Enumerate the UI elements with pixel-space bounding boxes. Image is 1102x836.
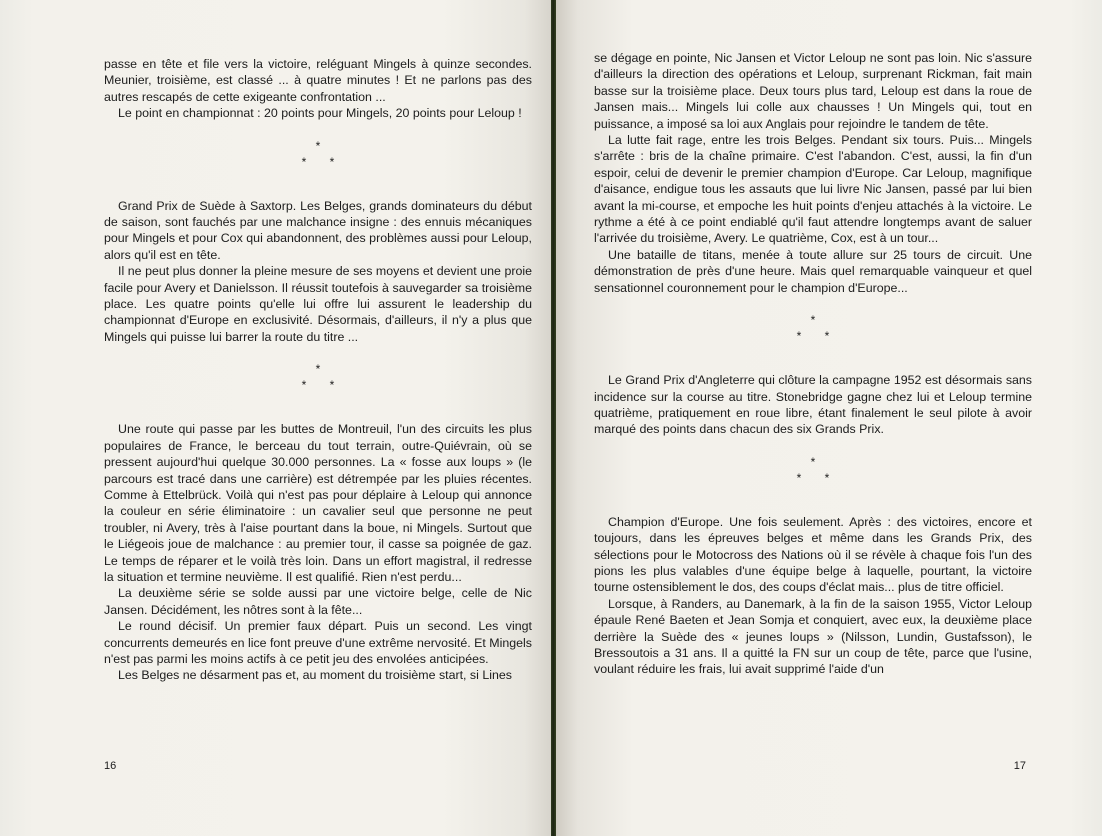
separator-star-bottom: * * [301,378,345,393]
left-page-text [104,56,532,684]
right-paragraph: Champion d'Europe. Une fois seulement. Après : des victoires, encore et toujours, dans les épreuves belges et même dans les Grands Prix, des sélections pour le Motocross des Nations où il se révèle à chaque fois l'un des pions les plus valables d'une équipe belge à laquelle, pourtant, la victoire tourne ostensiblement le dos, des coups d'éclat mais... plus de titre officiel. [594,514,1032,595]
separator-star-bottom: * * [301,154,345,169]
right-paragraph: Le Grand Prix d'Angleterre qui clôture la campagne 1952 est désormais sans incidence sur la course au titre. Stonebridge gagne chez lui et Leloup termine quatrième, pratiquement en roue libre, étant finalement le seul pilote à avoir marqué des points dans chacun des six Grands Prix. [594,373,1032,437]
left-paragraph: Le round décisif. Un premier faux départ. Puis un second. Les vingt concurrents demeurés en lice font preuve d'une extrême nervosité. Et Mingels n'est pas parmi les moins actifs à ce petit jeu des envolées anticipées. [104,619,532,666]
left-paragraph: Les Belges ne désarment pas et, au moment du troisième start, si Lines [118,668,512,683]
section-separator [104,138,532,170]
separator-star-top: * [810,313,816,328]
right-page-text [594,50,1032,678]
right-paragraph: se dégage en pointe, Nic Jansen et Victor Leloup ne sont pas loin. Nic s'assure d'ailleurs la direction des opérations et Leloup, surprenant Rickman, fait main basse sur la troisième place. Deux tours plus tard, Leloup est dans la roue de Jansen mais... Mingels lui colle aux chausses ! Un Mingels qui, tout en puissance, a imposé sa loi aux Anglais pour rejoindre le tandem de tête. [594,51,1032,131]
right-paragraph: Lorsque, à Randers, au Danemark, à la fin de la saison 1955, Victor Leloup épaule René Baeten et Jean Somja et conquiert, avec eux, la deuxième place derrière la Suède des « jeunes loups » (Nilsson, Lundin, Gustafsson), le Bressoutois a 31 ans. Il a quitté la FN sur un coup de tête, parce que l'usine, voulant réduire les frais, lui avait supprimé l'aide d'un [594,596,1032,677]
page-number-right: 17 [1013,759,1026,772]
left-paragraph: Grand Prix de Suède à Saxtorp. Les Belges, grands dominateurs du début de saison, sont fauchés par une malchance insigne : des ennuis mécaniques pour Mingels et pour Cox qui abandonnent, des problèmes aussi pour Leloup, alors qu'il est en tête. [104,198,532,262]
left-paragraph: Le point en championnat : 20 points pour Mingels, 20 points pour Leloup ! [118,106,522,121]
left-paragraph: Il ne peut plus donner la pleine mesure de ses moyens et devient une proie facile pour Avery et Danielsson. Il réussit toutefois à sauvegarder sa troisième place. Les quatre points qu'elle lui offre lui assurent le leadership du championnat d'Europe en exclusivité. Désormais, d'ailleurs, il n'y a plus que Mingels qui puisse lui barrer la route du titre ... [104,264,532,344]
separator-star-top: * [315,362,321,377]
separator-star-top: * [315,138,321,153]
separator-star-bottom: * * [796,470,840,485]
right-paragraph: La lutte fait rage, entre les trois Belges. Pendant six tours. Puis... Mingels s'arrête : bris de la chaîne primaire. C'est l'abandon. C'est, aussi, la fin d'un espoir, celui de devenir le premier champion d'Europe. Car Leloup, magnifique d'aisance, endigue tous les assauts que lui livre Nic Jansen, passé par lui bien avant la mi-course, et empoche les huit points d'enjeu attachés à la victoire. Le rythme a été à ce point endiablé qu'il faut attendre longtemps avant de saluer l'arrivée du troisième, Avery. Le quatrième, Cox, est à un tour... [594,133,1032,246]
section-separator [594,454,1032,486]
left-paragraph: passe en tête et file vers la victoire, reléguant Mingels à quinze secondes. Meunier, troisième, est classé ... à quatre minutes ! Et ne parlons pas des autres rescapés de cette exigeante confrontation ... [104,57,532,104]
page-number-left: 16 [104,759,117,772]
section-separator [104,361,532,393]
separator-star-top: * [810,454,816,469]
left-paragraph: La deuxième série se solde aussi par une victoire belge, celle de Nic Jansen. Décidément, les nôtres sont à la fête... [104,586,532,617]
right-paragraph: Une bataille de titans, menée à toute allure sur 25 tours de circuit. Une démonstration de près d'une heure. Mais quel remarquable vainqueur et quel sensationnel couronnement pour le champion d'Europe... [594,247,1032,295]
section-separator [594,312,1032,344]
separator-star-bottom: * * [796,329,840,344]
left-paragraph: Une route qui passe par les buttes de Montreuil, l'un des circuits les plus populaires de France, le berceau du tout terrain, outre-Quiévrain, où se pressent aujourd'hui quelque 30.000 personnes. La « fosse aux loups » (le parcours est tracé dans une carrière) est détrempée par les pluies récentes. Comme à Ettelbrück. Voilà qui n'est pas pour déplaire à Leloup qui annonce la couleur en série éliminatoire : un cavalier seul que personne ne peut troubler, ni Avery, très à l'aise pourtant dans la boue, ni Mingels. Surtout que le Liégeois joue de malchance : au premier tour, il casse sa poignée de gaz. Le temps de réparer et le voilà très loin. Dans un effort magistral, il redresse la situation et termine neuvième. Il est qualifié. Rien n'est perdu... [104,422,532,584]
right-page [556,0,1102,836]
